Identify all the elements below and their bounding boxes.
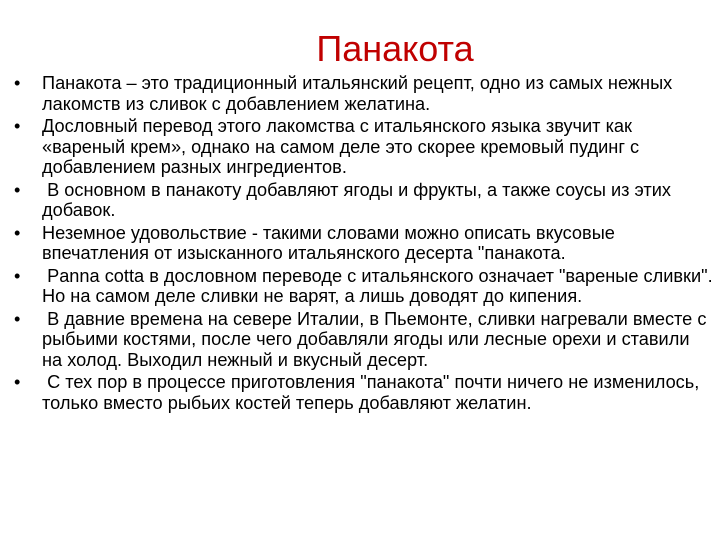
bullet-list (14, 73, 718, 415)
bullet-dot-icon: • (14, 179, 21, 200)
bullet-text: Панакота – это традиционный итальянский рецепт, одно из самых нежных лакомств из сливок с добавлением желатина. (42, 73, 673, 114)
slide-title: Панакота (316, 28, 474, 69)
bullet-text: Panna cotta в дословном переводе с итальянского означает "вареные сливки". Но на самом деле сливки не варят, а лишь доводят до кипения. (42, 265, 718, 306)
bullet-text: В давние времена на севере Италии, в Пьемонте, сливки нагревали вместе с рыбьими костями, после чего добавляли ягоды или лесные орехи и ставили на холод. Выходил нежный и вкусный десерт. (42, 308, 712, 370)
bullet-dot-icon: • (14, 222, 21, 243)
bullet-item (14, 116, 714, 178)
bullet-item (14, 372, 714, 413)
bullet-item (14, 73, 714, 114)
bullet-item (14, 223, 714, 264)
bullet-dot-icon: • (14, 308, 21, 329)
bullet-item (14, 309, 714, 371)
bullet-dot-icon: • (14, 265, 21, 286)
bullet-text: В основном в панакоту добавляют ягоды и фрукты, а также соусы из этих добавок. (42, 179, 677, 220)
bullet-dot-icon: • (14, 73, 21, 93)
bullet-dot-icon: • (14, 116, 21, 136)
bullet-item (14, 180, 714, 221)
bullet-text: С тех пор в процессе приготовления "панакота" почти ничего не изменилось, только вместо рыбьих костей теперь добавляют желатин. (42, 372, 705, 413)
bullet-text: Неземное удовольствие - такими словами можно описать вкусовые впечатления от изысканного итальянского десерта "панакота. (42, 222, 615, 263)
bullet-dot-icon: • (14, 372, 21, 392)
bullet-text: Дословный перевод этого лакомства с итальянского языка звучит как «вареный крем», однако на самом деле это скорее кремовый пудинг с добавлением разных ингредиентов. (42, 116, 640, 177)
bullet-item (14, 265, 718, 307)
